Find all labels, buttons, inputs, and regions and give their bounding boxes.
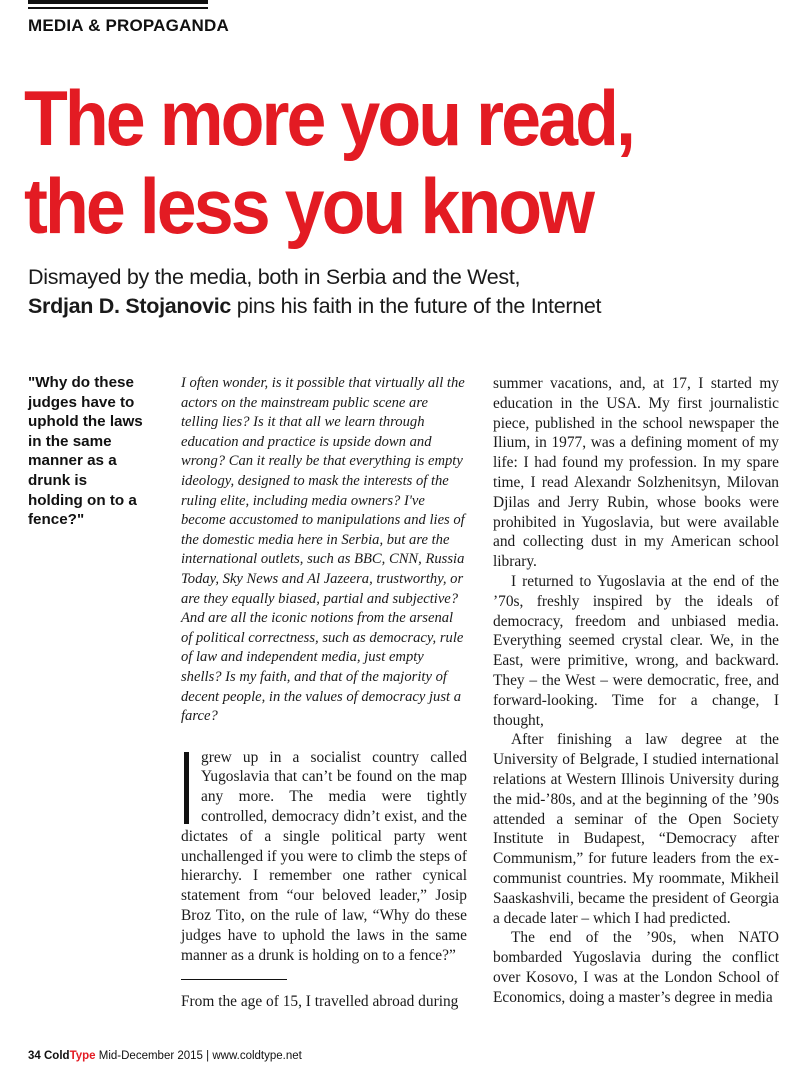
page-footer: [28, 1050, 302, 1062]
section-label: MEDIA & PROPAGANDA: [28, 16, 229, 35]
article-column-3: [493, 374, 779, 1008]
body-paragraph: summer vacations, and, at 17, I started my education in the USA. My first journalistic piece, published in the school newspaper the Ilium, in 1977, was a defining moment of my life: I had found my profession. In my spare time, I read Alexandr Solzhenitsyn, Milovan Djilas and Jerry Rubin, whose books were prohibited in Yugoslavia, but were available and collecting dust in my American school library.: [493, 375, 779, 571]
paragraph-divider: [181, 979, 287, 980]
opening-text: grew up in a socialist country called Yugoslavia that can’t be found on the map any more. The media were tightly controlled, democracy didn’t exist, and the dictates of a single political party went unchallenged if you were to climb the steps of hierarchy. I remember one rather cynical statement from “our beloved leader,” Josip Broz Tito, on the rule of law, “Why do these judges have to uphold the laws in the same manner as a drunk is holding on to a fence?”: [181, 748, 467, 964]
drop-cap-i: [184, 752, 189, 824]
body-paragraph: The end of the ’90s, when NATO bombarded Yugoslavia during the conflict over Kosovo, I was at the London School of Economics, doing a master’s degree in media: [493, 929, 779, 1006]
top-rule-thick: [28, 0, 208, 4]
body-paragraph: I returned to Yugoslavia at the end of the ’70s, freshly inspired by the ideals of democracy, freedom and unbiased media. Everything seemed crystal clear. We, in the East, were primitive, wrong, and backward. They – the West – were democratic, free, and forward-looking. Time for a change, I thought,: [493, 572, 779, 729]
article-column-2: [181, 374, 467, 1012]
headline-line-2: the less you know: [24, 162, 593, 250]
logo-type: Type: [69, 1050, 96, 1062]
standfirst-line-1: Dismayed by the media, both in Serbia and the West,: [28, 265, 521, 289]
page-number: 34: [28, 1050, 41, 1062]
headline-line-1: The more you read,: [24, 74, 633, 162]
author-name: Srdjan D. Stojanovic: [28, 294, 232, 318]
headline: [24, 74, 723, 250]
body-paragraph-opening: [181, 748, 467, 966]
logo-cold: Cold: [44, 1050, 70, 1062]
standfirst-line-2: pins his faith in the future of the Internet: [231, 294, 602, 318]
footer-separator: |: [202, 1050, 213, 1062]
coldtype-logo: [44, 1050, 96, 1062]
top-rule-thin: [28, 7, 208, 9]
footer-url: www.coldtype.net: [212, 1050, 302, 1062]
pull-quote: "Why do these judges have to uphold the laws in the same manner as a drunk is holding on to a fence?": [28, 374, 143, 529]
issue-date: Mid-December 2015: [95, 1050, 203, 1062]
standfirst: [28, 263, 788, 321]
body-paragraph-travel: From the age of 15, I travelled abroad during: [181, 993, 459, 1011]
intro-paragraph: I often wonder, is it possible that virtually all the actors on the mainstream public scene are telling lies? Is it that all we learn through education and practice is upside down and wrong? Can it really be that everything is empty ideology, designed to mask the interests of the ruling elite, including media owners? I've become accustomed to manipulations and lies of the domestic media here in Serbia, but are the international outlets, such as BBC, CNN, Russia Today, Sky News and Al Jazeera, trustworthy, or are they equally biased, partial and subjective? And are all the iconic notions from the arsenal of political correctness, such as democracy, rule of law and independent media, just empty shells? Is my faith, and that of the majority of decent people, in the values of democracy just a farce?: [181, 375, 465, 725]
body-paragraph: After finishing a law degree at the University of Belgrade, I studied international relations at Western Illinois University during the mid-’80s, and at the beginning of the ’90s attended a seminar of the Open Society Institute in Budapest, “Democracy after Communism,” for future leaders from the ex-communist countries. My roommate, Mikheil Saaskashvili, became the president of Georgia a decade later – which I had predicted.: [493, 731, 779, 927]
